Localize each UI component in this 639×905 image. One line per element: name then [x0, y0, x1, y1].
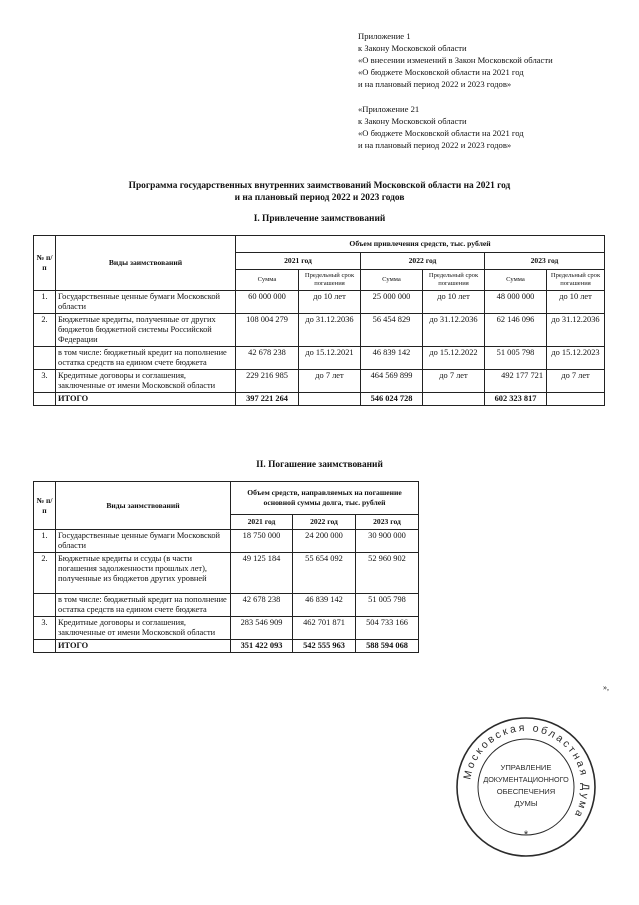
annex-1-line: и на плановый период 2022 и 2023 годов»: [358, 79, 512, 89]
header-year-2022: 2022 год: [293, 515, 356, 530]
header-sum: Сумма: [361, 270, 423, 291]
closing-quote-mark: »,: [603, 683, 609, 692]
header-term: Предельный срок погашения: [299, 270, 361, 291]
row-num: [34, 594, 56, 617]
total-value-2021: 351 422 093: [231, 640, 293, 653]
document-title-line-1: Программа государственных внутренних заимствований Московской области на 2021 год: [128, 181, 511, 191]
annex-1-line: Приложение 1: [358, 31, 411, 41]
table-row: [34, 553, 419, 594]
cell-value-2023: 51 005 798: [356, 594, 419, 617]
cell-term-2023: до 31.12.2036: [547, 314, 605, 347]
seal-center-line: ДОКУМЕНТАЦИОННОГО: [483, 775, 569, 784]
seal-center-line: ОБЕСПЕЧЕНИЯ: [496, 787, 556, 796]
cell-term-2023: до 7 лет: [547, 370, 605, 393]
document-title: [0, 180, 639, 204]
header-year-2023: 2023 год: [485, 253, 605, 270]
row-kind: в том числе: бюджетный кредит на пополнение остатка средств на едином счете бюджета: [56, 347, 236, 370]
header-num: № п/п: [34, 236, 56, 291]
total-value-2022: 542 555 963: [293, 640, 356, 653]
row-kind: Бюджетные кредиты и ссуды (в части погашения задолженности прошлых лет), полученные из бюджетов других уровней: [56, 553, 231, 594]
total-sum-2023: 602 323 817: [485, 393, 547, 406]
cell-term-2022: до 10 лет: [423, 291, 485, 314]
row-num: [34, 640, 56, 653]
table-header-row: [34, 482, 419, 515]
row-num: 1.: [34, 291, 56, 314]
row-kind: Государственные ценные бумаги Московской области: [56, 530, 231, 553]
seal-ring-textpath: Московская областная Дума: [461, 721, 592, 821]
header-volume: Объем средств, направляемых на погашение основной суммы долга, тыс. рублей: [231, 482, 419, 515]
borrowing-attraction-table: [33, 235, 605, 406]
cell-value-2023: 30 900 000: [356, 530, 419, 553]
cell-term-2021: до 7 лет: [299, 370, 361, 393]
header-volume: Объем привлечения средств, тыс. рублей: [236, 236, 605, 253]
cell-sum-2022: 56 454 829: [361, 314, 423, 347]
row-kind: Государственные ценные бумаги Московской области: [56, 291, 236, 314]
cell-value-2022: 46 839 142: [293, 594, 356, 617]
row-kind: в том числе: бюджетный кредит на пополнение остатка средств на едином счете бюджета: [56, 594, 231, 617]
row-num: 3.: [34, 617, 56, 640]
cell-value-2021: 18 750 000: [231, 530, 293, 553]
cell-value-2022: 24 200 000: [293, 530, 356, 553]
cell-sum-2021: 108 004 279: [236, 314, 299, 347]
seal-center-line: ДУМЫ: [514, 799, 538, 808]
header-year-2022: 2022 год: [361, 253, 485, 270]
header-sum: Сумма: [485, 270, 547, 291]
cell-term-2022: до 31.12.2036: [423, 314, 485, 347]
official-seal: [455, 716, 597, 858]
total-row: [34, 640, 419, 653]
cell-term-2023: до 10 лет: [547, 291, 605, 314]
header-kind: Виды заимствований: [56, 482, 231, 530]
cell-term-2022: до 7 лет: [423, 370, 485, 393]
cell-sum-2021: 42 678 238: [236, 347, 299, 370]
annex-21-line: и на плановый период 2022 и 2023 годов»: [358, 140, 512, 150]
total-row: [34, 393, 605, 406]
table-row: [34, 530, 419, 553]
annex-21-line: «Приложение 21: [358, 104, 420, 114]
row-kind: Кредитные договоры и соглашения, заключенные от имени Московской области: [56, 617, 231, 640]
cell-term-2021: до 31.12.2036: [299, 314, 361, 347]
header-term: Предельный срок погашения: [423, 270, 485, 291]
cell-sum-2021: 229 216 985: [236, 370, 299, 393]
cell-term-2021: до 15.12.2021: [299, 347, 361, 370]
cell-value-2021: 283 546 909: [231, 617, 293, 640]
cell-sum-2021: 60 000 000: [236, 291, 299, 314]
cell-term-2023: до 15.12.2023: [547, 347, 605, 370]
annex-1-line: «О бюджете Московской области на 2021 год: [358, 67, 524, 77]
row-num: 1.: [34, 530, 56, 553]
cell-sum-2023: 62 146 096: [485, 314, 547, 347]
section-2-title: II. Погашение заимствований: [256, 460, 383, 470]
cell-sum-2022: 46 839 142: [361, 347, 423, 370]
annex-1-line: к Закону Московской области: [358, 43, 467, 53]
cell-sum-2022: 464 569 899: [361, 370, 423, 393]
section-1-title: I. Привлечение заимствований: [253, 214, 386, 224]
annex-1-line: «О внесении изменений в Закон Московской области: [358, 55, 553, 65]
seal-center-line: УПРАВЛЕНИЕ: [500, 763, 552, 772]
cell-value-2021: 42 678 238: [231, 594, 293, 617]
header-kind: Виды заимствований: [56, 236, 236, 291]
table-header-row: [34, 236, 605, 253]
header-term: Предельный срок погашения: [547, 270, 605, 291]
borrowing-repayment-table: [33, 481, 419, 653]
cell-value-2022: 462 701 871: [293, 617, 356, 640]
table-row: [34, 594, 419, 617]
cell-sum-2023: 492 177 721: [485, 370, 547, 393]
header-num: № п/п: [34, 482, 56, 530]
cell-value-2023: 504 733 166: [356, 617, 419, 640]
seal-star: *: [523, 829, 529, 841]
total-sum-2022: 546 024 728: [361, 393, 423, 406]
table-row: [34, 370, 605, 393]
table-row: [34, 314, 605, 347]
total-label: ИТОГО: [56, 640, 231, 653]
annex-21-block: [358, 103, 524, 151]
annex-1-block: [358, 30, 553, 90]
row-num: [34, 347, 56, 370]
cell-value-2022: 55 654 092: [293, 553, 356, 594]
header-year-2021: 2021 год: [231, 515, 293, 530]
cell-term-2021: до 10 лет: [299, 291, 361, 314]
header-year-2021: 2021 год: [236, 253, 361, 270]
total-label: ИТОГО: [56, 393, 236, 406]
header-year-2023: 2023 год: [356, 515, 419, 530]
table-row: [34, 291, 605, 314]
cell-value-2023: 52 960 902: [356, 553, 419, 594]
total-value-2023: 588 594 068: [356, 640, 419, 653]
annex-21-line: «О бюджете Московской области на 2021 год: [358, 128, 524, 138]
cell-sum-2023: 51 005 798: [485, 347, 547, 370]
row-num: [34, 393, 56, 406]
table-row: [34, 617, 419, 640]
cell-sum-2022: 25 000 000: [361, 291, 423, 314]
total-sum-2021: 397 221 264: [236, 393, 299, 406]
row-kind: Кредитные договоры и соглашения, заключенные от имени Московской области: [56, 370, 236, 393]
row-kind: Бюджетные кредиты, полученные от других бюджетов бюджетной системы Российской Федерации: [56, 314, 236, 347]
empty-cell: [299, 393, 361, 406]
document-title-line-2: и на плановый период 2022 и 2023 годов: [234, 193, 405, 203]
cell-sum-2023: 48 000 000: [485, 291, 547, 314]
empty-cell: [547, 393, 605, 406]
table-row: [34, 347, 605, 370]
row-num: 2.: [34, 553, 56, 594]
empty-cell: [423, 393, 485, 406]
row-num: 2.: [34, 314, 56, 347]
row-num: 3.: [34, 370, 56, 393]
annex-21-line: к Закону Московской области: [358, 116, 467, 126]
header-sum: Сумма: [236, 270, 299, 291]
cell-value-2021: 49 125 184: [231, 553, 293, 594]
cell-term-2022: до 15.12.2022: [423, 347, 485, 370]
